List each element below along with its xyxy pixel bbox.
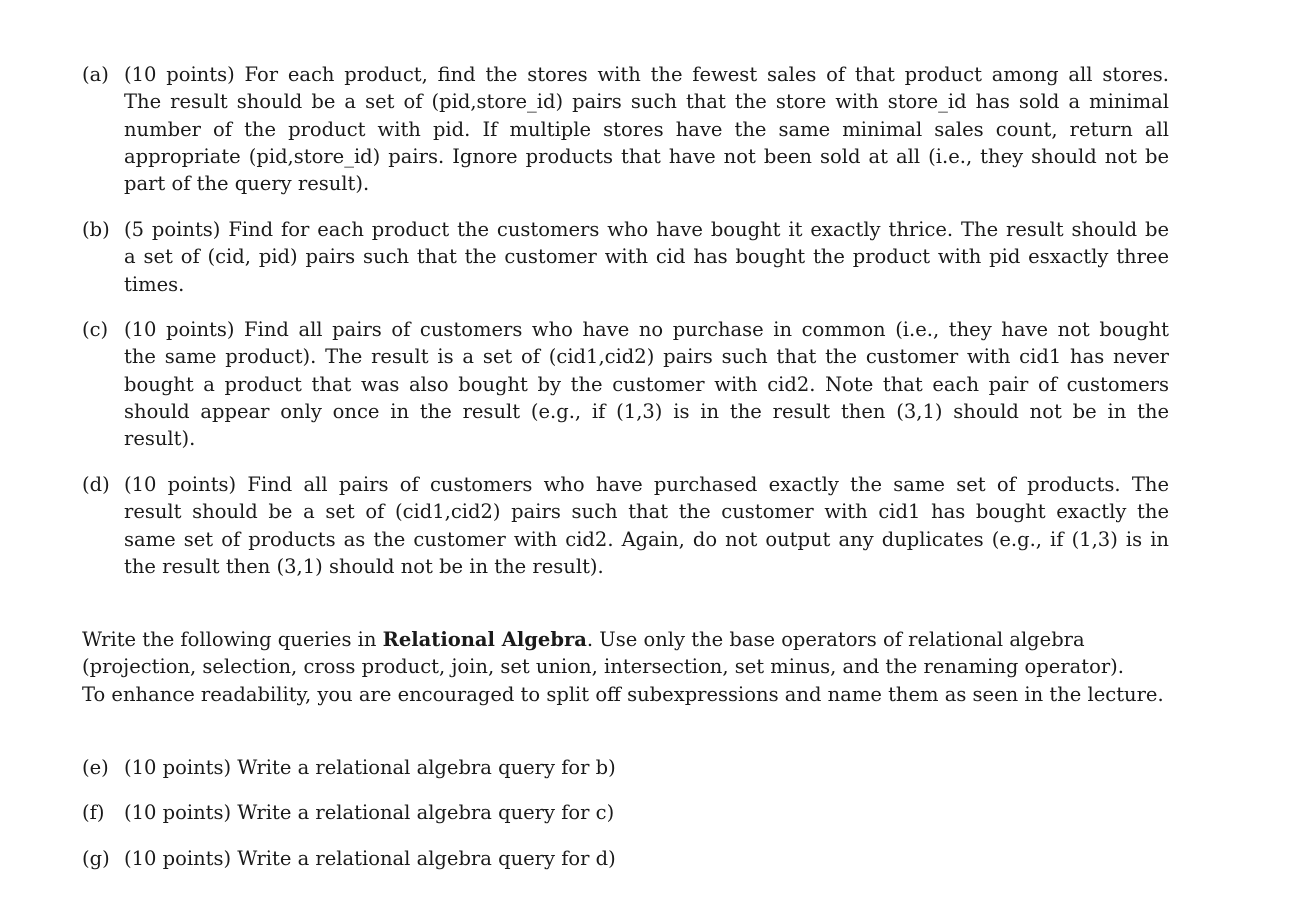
text-line [82,626,1172,653]
emphasis-relational-algebra: Relational Algebra [382,628,587,651]
text-line: (10 points) Find all pairs of customers who have no purchase in common (i.e., they have not bought [124,318,1169,341]
question-label: (b) [82,218,110,241]
text-line: result). [124,427,196,451]
question-text [124,845,1169,872]
question-text [124,216,1169,298]
text-line: bought a product that was also bought by the customer with cid2. Note that each pair of customers [124,372,1169,396]
text-line: appropriate (pid,store_id) pairs. Ignore products that have not been sold at all (i.e., they should not be [124,144,1169,168]
relational-algebra-instructions [82,626,1172,708]
question-label: (d) [82,473,110,496]
text-line: the result then (3,1) should not be in the result). [124,554,604,578]
text-line: The result should be a set of (pid,store_id) pairs such that the store with store_id has sold a minimal [124,90,1169,114]
text-line: (10 points) Find all pairs of customers who have purchased exactly the same set of products. The [124,473,1169,496]
question-text [124,799,1169,826]
intro-text: . Use only the base operators of relational algebra [586,628,1085,651]
question-text [124,754,1169,781]
text-line: a set of (cid, pid) pairs such that the customer with cid has bought the product with pid esxactly three [124,245,1169,269]
text-line: same set of products as the customer with cid2. Again, do not output any duplicates (e.g., if (1,3) is in [124,527,1169,551]
text-line: (projection, selection, cross product, join, set union, intersection, set minus, and the renaming operator). [82,655,1124,679]
question-text [124,471,1169,580]
question-label: (g) [82,847,110,870]
question-label: (e) [82,756,109,779]
question-label: (c) [82,318,109,341]
intro-text: Write the following queries in [82,628,383,651]
question-text [124,316,1169,452]
text-line: should appear only once in the result (e.g., if (1,3) is in the result then (3,1) should not be in the [124,399,1169,423]
text-line: part of the query result). [124,172,370,196]
text-line: (10 points) Write a relational algebra query for b) [124,756,616,779]
text-line: the same product). The result is a set of (cid1,cid2) pairs such that the customer with cid1 has never [124,345,1169,369]
text-line: (10 points) Write a relational algebra query for d) [124,847,616,870]
text-line: number of the product with pid. If multiple stores have the same minimal sales count, return all [124,117,1169,141]
text-line: (10 points) For each product, find the stores with the fewest sales of that product among all stores. [124,63,1169,86]
text-line: (5 points) Find for each product the customers who have bought it exactly thrice. The result should be [124,218,1169,241]
text-line: To enhance readability, you are encouraged to split off subexpressions and name them as seen in the lecture. [82,682,1164,706]
question-text [124,61,1169,197]
question-label: (a) [82,63,109,86]
question-label: (f) [82,801,105,824]
text-line: (10 points) Write a relational algebra query for c) [124,801,615,824]
text-line: result should be a set of (cid1,cid2) pairs such that the customer with cid1 has bought exactly the [124,500,1169,524]
text-line: times. [124,272,185,296]
